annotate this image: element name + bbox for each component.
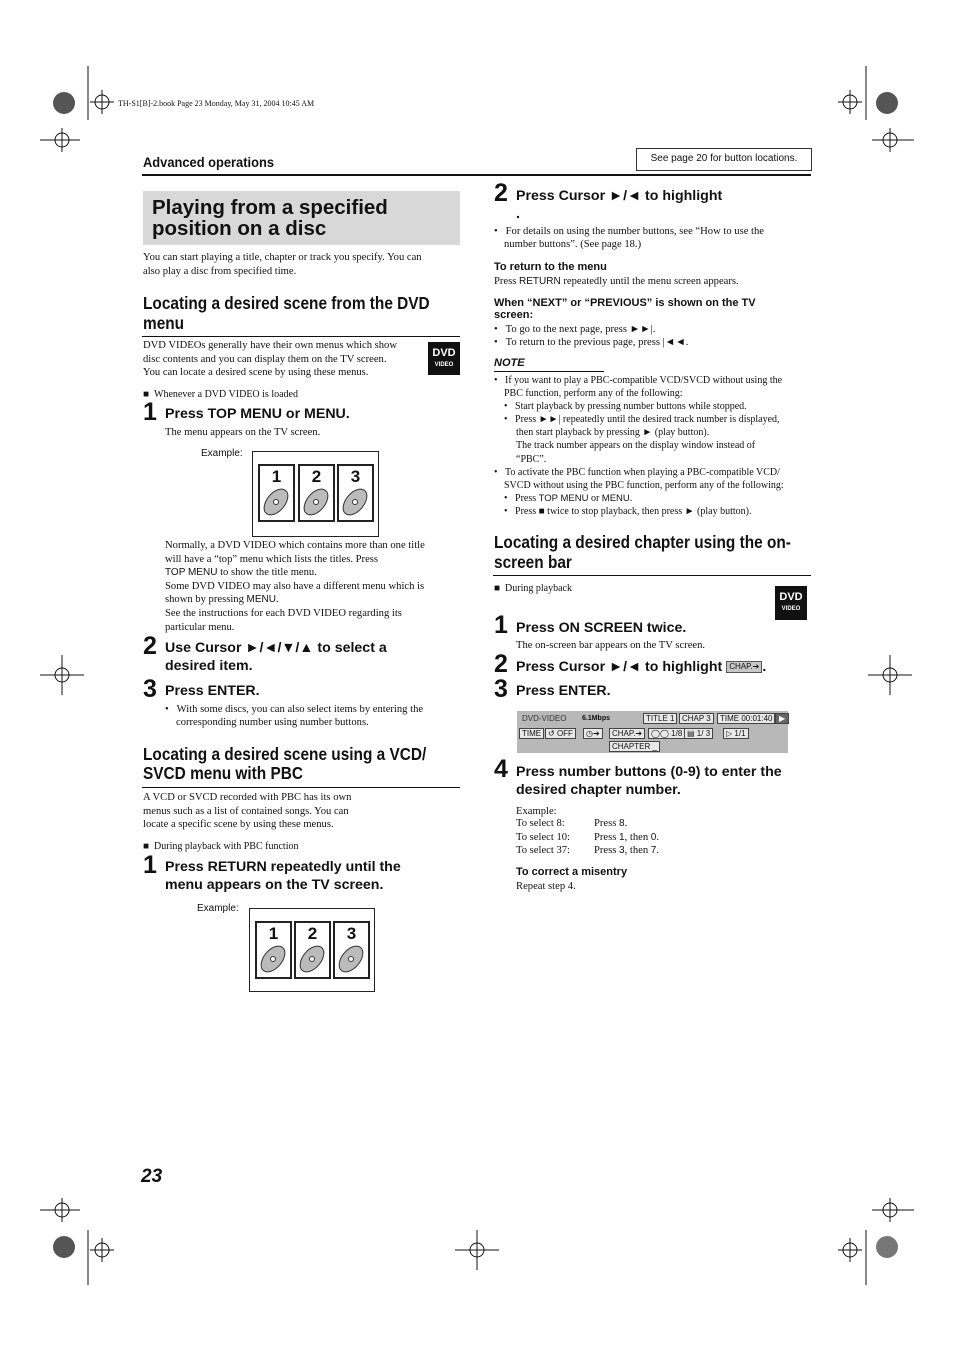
heading-line: Locating a desired scene from the DVD bbox=[143, 293, 430, 313]
paragraph-line: disc contents and you can display them on the TV screen. bbox=[143, 353, 387, 365]
heading-rule bbox=[493, 575, 811, 576]
menu-card-2 bbox=[294, 921, 331, 979]
bullet-text: PBC function, perform any of the following: bbox=[504, 388, 683, 400]
dvd-menu-intro bbox=[143, 339, 428, 380]
step-number-1: 1 bbox=[494, 611, 508, 639]
sub-bullet-line: • Press ►►| repeatedly until the desired track number is displayed, bbox=[504, 414, 780, 426]
osd-bitrate: 6.1Mbps bbox=[579, 713, 613, 724]
bullet-text: The track number appears on the display window instead of bbox=[516, 440, 756, 452]
note-text: . bbox=[275, 594, 279, 606]
disc-icon bbox=[298, 943, 327, 975]
paragraph-line: DVD VIDEOs generally have their own menus which show bbox=[143, 340, 398, 351]
bullet-line: • With some discs, you can also select items by entering the bbox=[165, 704, 424, 715]
step-line: menu appears on the TV screen. bbox=[165, 877, 384, 893]
example-row bbox=[516, 844, 659, 858]
bullet-line: • If you want to play a PBC-compatible VCD/SVCD without using the bbox=[494, 375, 783, 386]
step-line: desired chapter number. bbox=[516, 782, 681, 798]
menu-card-number: 3 bbox=[350, 467, 361, 486]
heading-line: SVCD menu with PBC bbox=[143, 763, 304, 783]
section-title: Advanced operations bbox=[143, 154, 274, 170]
bullet-line: • To go to the next page, press ►►|. bbox=[494, 324, 656, 335]
digit-button: 8 bbox=[619, 818, 625, 829]
menu-card-number: 1 bbox=[271, 467, 282, 486]
heading-rule bbox=[142, 787, 460, 788]
step-3-bullet bbox=[165, 703, 423, 729]
header-rule bbox=[142, 174, 811, 176]
chapter-step-2-text bbox=[516, 658, 766, 676]
step-line: Press RETURN repeatedly until the bbox=[165, 859, 401, 875]
intro-line: also play a disc from specified time. bbox=[143, 265, 297, 277]
bullet-text: “PBC”. bbox=[516, 453, 547, 465]
bullet-line: • To return to the previous page, press |◄◄. bbox=[494, 337, 689, 349]
bullet-text: To activate the PBC function when playing a PBC-compatible VCD/ bbox=[505, 466, 780, 478]
return-heading: To return to the menu bbox=[494, 261, 607, 273]
example-row-label: To select 37: bbox=[516, 845, 570, 857]
step-2-bullet bbox=[494, 225, 764, 251]
intro-line: You can start playing a title, chapter or track you specify. You can bbox=[143, 252, 422, 263]
dvd-video-logo bbox=[775, 586, 807, 620]
square-bullet-icon: ■ bbox=[143, 841, 150, 852]
chap-chip: CHAP.➔ bbox=[726, 661, 762, 673]
chapter-step-3-text: Press ENTER. bbox=[516, 683, 611, 699]
menu-card-number: 2 bbox=[311, 467, 322, 486]
title-box bbox=[143, 191, 460, 245]
chapter-step-4-text bbox=[516, 763, 782, 799]
step-line: Press Cursor ►/◄ to highlight bbox=[516, 188, 723, 204]
step-number-2: 2 bbox=[143, 632, 157, 660]
osd-chapter-entry: CHAPTER _ bbox=[609, 741, 660, 752]
condition-text: During playback with PBC function bbox=[154, 841, 299, 852]
digit-button: 3 bbox=[619, 845, 625, 857]
repeat-icon: ↺ bbox=[548, 729, 555, 738]
subhead-line: When “NEXT” or “PREVIOUS” is shown on the TV bbox=[494, 297, 756, 309]
digit-button: 1 bbox=[619, 831, 625, 843]
page-title bbox=[152, 197, 388, 239]
vcd-heading bbox=[143, 745, 426, 783]
osd-repeat-value: OFF bbox=[556, 729, 573, 738]
subtitle-icon: ▤ bbox=[687, 729, 695, 738]
note-content bbox=[494, 374, 814, 518]
bullet-text: To go to the next page, press ►►|. bbox=[505, 324, 656, 335]
step-3-text: Press ENTER. bbox=[165, 683, 260, 699]
note-line bbox=[165, 566, 460, 580]
bullet-text: If you want to play a PBC-compatible VCD/SVCD without using the bbox=[505, 375, 783, 386]
dvd-logo-text: DVD bbox=[779, 591, 803, 603]
osd-time-button: TIME bbox=[519, 728, 544, 739]
page-title-line2: position on a disc bbox=[152, 217, 327, 240]
osd-title: TITLE 1 bbox=[643, 713, 677, 724]
example-row-value bbox=[594, 844, 659, 858]
disc-icon bbox=[259, 943, 288, 975]
print-info: TH-S1[B]-2.book Page 23 Monday, May 31, 2004 10:45 AM bbox=[118, 99, 315, 108]
dvd-logo-subtext: VIDEO bbox=[781, 606, 801, 612]
bullet-text: corresponding number using number buttons. bbox=[176, 717, 369, 729]
note-line bbox=[165, 593, 460, 607]
sub-bullet-line: • Press TOP MENU or MENU. bbox=[504, 492, 633, 504]
condition-line bbox=[143, 840, 298, 854]
menu-card-2 bbox=[298, 464, 335, 522]
menu-card-number: 3 bbox=[346, 924, 357, 943]
bullet-text: With some discs, you can also select items by entering the bbox=[176, 704, 424, 715]
heading-line: screen bar bbox=[494, 552, 572, 572]
correct-heading: To correct a misentry bbox=[516, 866, 628, 878]
bullet-text: For details on using the number buttons, see “How to use the bbox=[505, 226, 764, 237]
osd-subtitle bbox=[684, 728, 713, 739]
paragraph-line: locate a specific scene by using these menus. bbox=[143, 819, 334, 831]
vcd-step-2-text bbox=[516, 187, 722, 223]
paragraph-line: menus such as a list of contained songs. You can bbox=[143, 805, 349, 817]
step-line: Use Cursor ►/◄/▼/▲ to select a bbox=[165, 640, 387, 656]
step-text: Press Cursor ►/◄ to highlight bbox=[516, 659, 727, 675]
menu-card-3 bbox=[333, 921, 370, 979]
audio-icon: ◯◯ bbox=[651, 729, 669, 738]
sub-bullet-line: • Start playback by pressing number buttons while stopped. bbox=[504, 401, 747, 413]
step-number-3: 3 bbox=[143, 675, 157, 703]
example-row bbox=[516, 817, 659, 831]
chapter-step-1-text: Press ON SCREEN twice. bbox=[516, 620, 687, 636]
square-bullet-icon: ■ bbox=[494, 583, 501, 594]
page-number: 23 bbox=[141, 1166, 163, 1187]
osd-angle bbox=[723, 728, 749, 739]
bullet-text: Press bbox=[515, 492, 539, 504]
note-text: shown by pressing bbox=[165, 594, 247, 606]
step-text: . bbox=[762, 659, 767, 675]
example-label: Example: bbox=[197, 903, 239, 914]
bullet-line: • To activate the PBC function when playing a PBC-compatible VCD/ bbox=[494, 466, 780, 478]
condition-line bbox=[494, 582, 572, 596]
on-screen-bar bbox=[517, 711, 788, 753]
paragraph-line: A VCD or SVCD recorded with PBC has its own bbox=[143, 792, 352, 803]
example-text: . bbox=[656, 845, 659, 857]
dvd-logo-text: DVD bbox=[432, 347, 456, 359]
step-2-text bbox=[165, 639, 387, 675]
correct-text: Repeat step 4. bbox=[516, 881, 576, 892]
menu-example-box bbox=[252, 451, 379, 537]
next-previous-heading bbox=[494, 297, 756, 321]
condition-line bbox=[143, 388, 298, 402]
example-text: . bbox=[656, 831, 659, 843]
osd-time: TIME 00:01:40 bbox=[717, 713, 775, 724]
text: repeatedly until the menu screen appears. bbox=[560, 276, 739, 287]
menu-card-number: 1 bbox=[268, 924, 279, 943]
bullet-text: Press ■ twice to stop playback, then press ► (play button). bbox=[515, 505, 752, 517]
condition-text: Whenever a DVD VIDEO is loaded bbox=[154, 389, 298, 400]
bullet-text: SVCD without using the PBC function, perform any of the following: bbox=[504, 479, 784, 491]
menu-card-number: 2 bbox=[307, 924, 318, 943]
osd-angle-value: 1/1 bbox=[734, 729, 746, 738]
bullet-text: To return to the previous page, press |◄◄. bbox=[505, 337, 689, 349]
dvd-menu-heading bbox=[143, 293, 430, 333]
heading-line: Locating a desired scene using a VCD/ bbox=[143, 744, 427, 764]
note-line: See the instructions for each DVD VIDEO regarding its bbox=[165, 607, 402, 619]
bullet-text: number buttons”. (See page 18.) bbox=[504, 239, 642, 251]
example-row-label: To select 10: bbox=[516, 831, 570, 843]
heading-line: menu bbox=[143, 313, 185, 333]
button-name: MENU bbox=[246, 594, 276, 606]
chapter-step-1-subtext: The on-screen bar appears on the TV screen. bbox=[516, 640, 706, 651]
step-1-text: Press TOP MENU or MENU. bbox=[165, 406, 350, 422]
osd-mode: DVD-VIDEO bbox=[519, 713, 569, 724]
disc-icon bbox=[262, 486, 291, 518]
heading-rule bbox=[142, 336, 460, 337]
example-text: . bbox=[624, 818, 628, 829]
example-label: Example: bbox=[516, 806, 557, 817]
example-label: Example: bbox=[201, 448, 243, 459]
sub-bullet-line: • Press ■ twice to stop playback, then press ► (play button). bbox=[504, 505, 752, 517]
example-table bbox=[516, 817, 659, 858]
example-text: , then bbox=[624, 831, 651, 843]
osd-chapter: CHAP 3 bbox=[679, 713, 714, 724]
disc-icon bbox=[302, 486, 331, 518]
menu-card-1 bbox=[255, 921, 292, 979]
button-name: RETURN bbox=[519, 276, 561, 287]
bullet-text: Start playback by pressing number buttons while stopped. bbox=[515, 401, 747, 413]
paragraph-line: You can locate a desired scene by using these menus. bbox=[143, 367, 369, 379]
note-line: particular menu. bbox=[165, 621, 235, 633]
osd-audio bbox=[648, 728, 685, 739]
bullet-text: Press ►►| repeatedly until the desired track number is displayed, bbox=[515, 414, 780, 426]
osd-audio-value: 1/8 bbox=[671, 729, 683, 738]
note-line: Some DVD VIDEO may also have a different menu which is bbox=[165, 580, 425, 592]
example-row-value bbox=[594, 831, 659, 845]
step-number-2: 2 bbox=[494, 179, 508, 207]
camera-icon: ▷ bbox=[726, 729, 733, 738]
disc-icon bbox=[341, 486, 370, 518]
note-line: Normally, a DVD VIDEO which contains more than one title bbox=[165, 540, 425, 551]
menu-card-1 bbox=[258, 464, 295, 522]
button-name: MENU bbox=[601, 492, 630, 504]
note-line: will have a “top” menu which lists the titles. Press bbox=[165, 553, 379, 565]
osd-right-arrow-icon: ▶ bbox=[775, 713, 789, 724]
note-label: NOTE bbox=[494, 357, 525, 369]
osd-clock-icon: ◷➔ bbox=[583, 728, 603, 739]
example-row-value bbox=[594, 817, 627, 831]
button-name: TOP MENU bbox=[165, 567, 218, 579]
osd-chap-button: CHAP.➔ bbox=[609, 728, 645, 739]
bullet-text: then start playback by pressing ► (play button). bbox=[516, 427, 710, 439]
example-text: Press bbox=[594, 845, 620, 857]
note-text: to show the title menu. bbox=[217, 567, 317, 579]
osd-repeat bbox=[545, 728, 576, 739]
chapter-heading bbox=[494, 532, 791, 572]
step-1-subtext: The menu appears on the TV screen. bbox=[165, 427, 321, 438]
step-number-2: 2 bbox=[494, 650, 508, 678]
disc-icon bbox=[337, 943, 366, 975]
example-text: Press bbox=[594, 818, 620, 829]
example-row bbox=[516, 831, 659, 845]
dvd-logo-subtext: VIDEO bbox=[434, 362, 454, 368]
step-number-1: 1 bbox=[143, 851, 157, 879]
step-line: . bbox=[516, 206, 520, 222]
heading-line: Locating a desired chapter using the on- bbox=[494, 532, 791, 552]
subhead-line: screen: bbox=[494, 309, 534, 321]
step-number-1: 1 bbox=[143, 398, 157, 426]
osd-subtitle-value: 1/ 3 bbox=[696, 729, 711, 738]
bullet-text: or bbox=[588, 492, 602, 504]
digit-button: 7 bbox=[650, 845, 657, 857]
button-locations-note: See page 20 for button locations. bbox=[636, 148, 812, 171]
text: Press bbox=[494, 276, 520, 287]
note-rule bbox=[494, 371, 604, 372]
vcd-intro bbox=[143, 791, 460, 832]
dvd-menu-note bbox=[165, 539, 460, 634]
step-number-3: 3 bbox=[494, 675, 508, 703]
example-text: Press bbox=[594, 831, 620, 843]
condition-text: During playback bbox=[505, 583, 572, 594]
bullet-line: • For details on using the number buttons, see “How to use the bbox=[494, 226, 764, 237]
page-title-line1: Playing from a specified bbox=[152, 196, 388, 219]
return-text bbox=[494, 275, 739, 289]
step-line: Press number buttons (0-9) to enter the bbox=[516, 764, 782, 780]
dvd-video-logo bbox=[428, 342, 460, 375]
next-previous-list bbox=[494, 323, 688, 349]
example-text: , then bbox=[624, 845, 651, 857]
button-name: TOP MENU bbox=[538, 492, 589, 504]
menu-example-box bbox=[249, 908, 375, 992]
step-number-4: 4 bbox=[494, 755, 508, 783]
intro-text bbox=[143, 251, 460, 278]
menu-card-3 bbox=[337, 464, 374, 522]
example-row-label: To select 8: bbox=[516, 818, 565, 829]
square-bullet-icon: ■ bbox=[143, 389, 150, 400]
step-line: desired item. bbox=[165, 658, 253, 674]
vcd-step-1-text bbox=[165, 858, 401, 894]
digit-button: 0 bbox=[650, 831, 657, 843]
bullet-text: . bbox=[629, 492, 633, 504]
